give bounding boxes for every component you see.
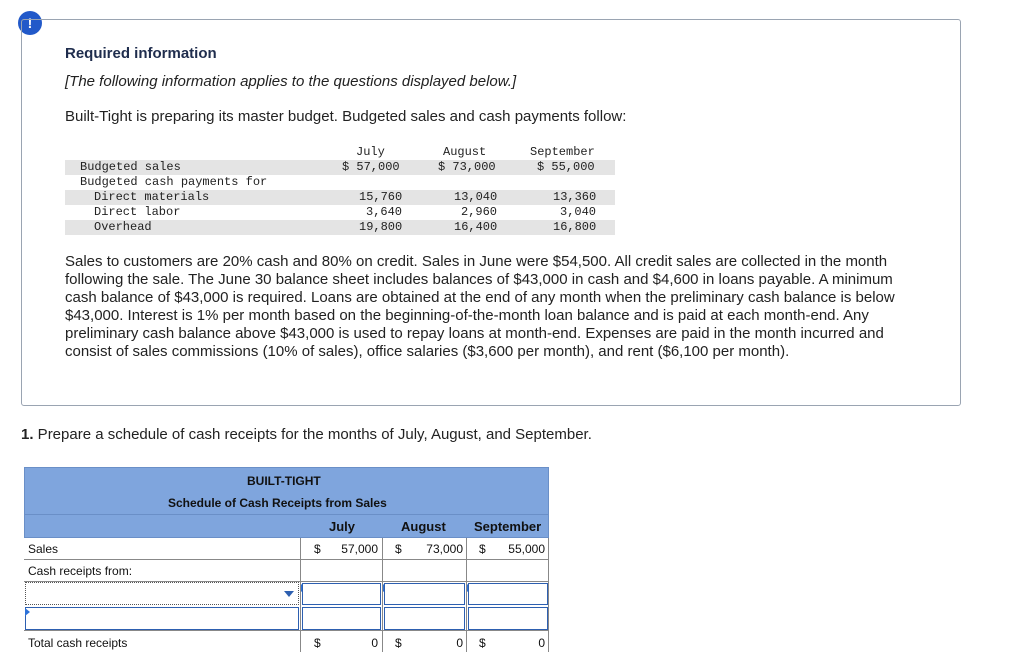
budget-header-august: August: [443, 145, 487, 159]
problem-description: Sales to customers are 20% cash and 80% on credit. Sales in June were $54,500. All credit sales are collected in the month following the sale. The June 30 balance sheet includes balances of $43,000 in cash and $4,600 in loans payable. A minimum cash balance of $43,000 is required. Loans are obtained at the end of any month when the preliminary cash balance is below $43,000. Interest is 1% per month based on the beginning-of-the-month loan balance and is paid at each month-end. Any preliminary cash balance above $43,000 is used to repay loans at month-end. Expenses are paid in the month incurred and consist of sales commissions (10% of sales), office salaries ($3,600 per month), and rent ($6,100 per month).: [65, 253, 895, 360]
budget-row-overhead: [65, 220, 615, 235]
receipt-1-september-input[interactable]: [468, 583, 548, 605]
budget-table: [65, 145, 615, 235]
chevron-down-icon: [284, 591, 294, 597]
sales-row: [24, 538, 549, 560]
budget-payments-label: Budgeted cash payments for: [80, 175, 268, 189]
budget-row-labor: [65, 205, 615, 220]
receipt-source-select-1[interactable]: [25, 582, 299, 605]
receipt-2-september-input[interactable]: [468, 607, 548, 630]
budget-row-materials: [65, 190, 615, 205]
total-august: 0: [456, 636, 463, 650]
exclamation-icon: !: [18, 11, 42, 35]
budget-row-label: Overhead: [94, 220, 152, 234]
budget-value: 16,400: [454, 220, 498, 234]
currency-symbol: $: [314, 542, 321, 556]
receipt-2-august-input[interactable]: [384, 607, 465, 630]
budget-sales-label: Budgeted sales: [80, 160, 181, 174]
schedule-header: [24, 467, 549, 515]
budget-header-september: September: [530, 145, 595, 159]
currency-symbol: $: [314, 636, 321, 650]
receipt-1-august-input[interactable]: [384, 583, 465, 605]
budget-value: 19,800: [359, 220, 403, 234]
budget-value: 13,040: [454, 190, 498, 204]
sales-august: 73,000: [426, 542, 463, 556]
budget-sales-august: $ 73,000: [438, 160, 496, 174]
intro-text: Built-Tight is preparing its master budget. Budgeted sales and cash payments follow:: [65, 108, 627, 125]
currency-symbol: $: [479, 542, 486, 556]
cash-receipts-schedule: [24, 467, 549, 652]
total-september: 0: [538, 636, 545, 650]
currency-symbol: $: [395, 542, 402, 556]
question-text: Prepare a schedule of cash receipts for the months of July, August, and September.: [33, 426, 592, 443]
sales-july: 57,000: [341, 542, 378, 556]
sales-label: Sales: [28, 542, 59, 556]
col-july: July: [329, 519, 356, 534]
total-row: [24, 630, 549, 652]
applies-note: [The following information applies to the questions displayed below.]: [65, 73, 517, 90]
sales-september: 55,000: [508, 542, 545, 556]
flag-icon: [25, 608, 30, 616]
receipt-source-select-2[interactable]: [25, 607, 299, 630]
required-info-title: Required information: [65, 45, 217, 62]
total-july: 0: [371, 636, 378, 650]
col-august: August: [401, 519, 446, 534]
budget-value: 16,800: [553, 220, 597, 234]
budget-value: 3,040: [560, 205, 597, 219]
budget-sales-september: $ 55,000: [537, 160, 595, 174]
budget-row-sales: [65, 160, 615, 175]
schedule-company: BUILT-TIGHT: [247, 474, 321, 488]
budget-row-label: Direct labor: [94, 205, 181, 219]
receipts-from-row: [24, 560, 549, 582]
question-1: [21, 426, 592, 443]
receipt-2-july-input[interactable]: [302, 607, 381, 630]
currency-symbol: $: [395, 636, 402, 650]
col-september: September: [474, 519, 542, 534]
budget-sales-july: $ 57,000: [342, 160, 400, 174]
question-number: 1.: [21, 426, 34, 443]
budget-value: 13,360: [553, 190, 597, 204]
budget-value: 15,760: [359, 190, 403, 204]
receipt-1-july-input[interactable]: [302, 583, 381, 605]
required-information-panel: [21, 19, 961, 406]
budget-value: 3,640: [366, 205, 403, 219]
currency-symbol: $: [479, 636, 486, 650]
budget-row-label: Direct materials: [94, 190, 210, 204]
budget-row-payments: [65, 175, 615, 190]
receipts-from-label: Cash receipts from:: [28, 564, 133, 578]
schedule-column-headers: [24, 515, 549, 538]
budget-header-july: July: [356, 145, 385, 159]
budget-value: 2,960: [461, 205, 498, 219]
schedule-title: Schedule of Cash Receipts from Sales: [168, 496, 387, 510]
total-label: Total cash receipts: [28, 636, 128, 650]
